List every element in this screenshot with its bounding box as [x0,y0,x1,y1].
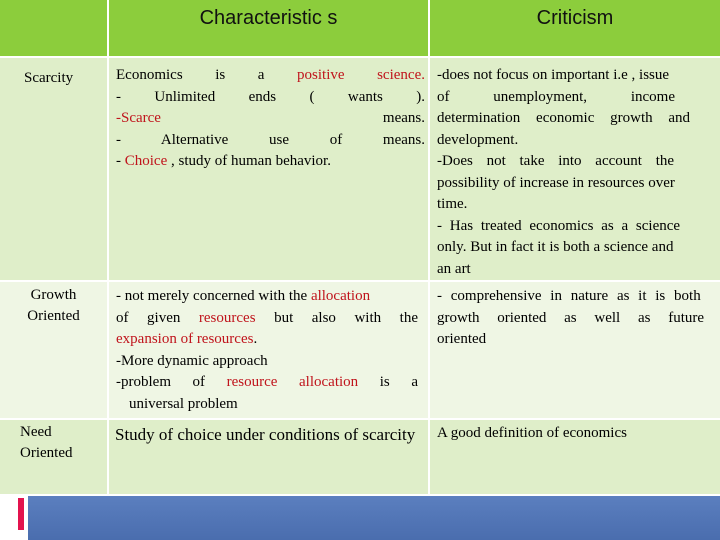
text-line: only. But in fact it is both a science and [437,239,674,255]
header-criticism: Criticism [430,0,720,56]
text-line: growth oriented as well as future [437,309,705,326]
text-line: -Scarce means. [116,110,425,126]
text-line: of unemployment, income [437,88,675,105]
text-line: development. [437,131,519,148]
text-line: -does not focus on important i.e , issue [437,67,670,83]
text-line: -problem of resource allocation is a [116,374,418,390]
scarcity-criticism [430,58,720,280]
header-cell-empty [0,0,107,56]
text-line: expansion of resources. [116,331,258,347]
text-line: time. [437,196,468,212]
text-line: - Choice , study of human behavior. [116,153,331,169]
text-line: universal problem [129,395,238,412]
footer-bar [28,496,720,540]
text-line: an art [437,260,471,277]
header-characteristics: Characteristic s [109,0,428,56]
need-characteristics: Study of choice under conditions of scarcity [109,420,428,494]
text-line: - comprehensive in nature as it is both [437,288,701,304]
text-line: -More dynamic approach [116,352,268,369]
slide-accent-mark [18,498,24,530]
text-line: determination economic growth and [437,110,691,126]
text-line: oriented [437,331,487,347]
text-line: - not merely concerned with the allocation [116,288,371,304]
text-line: -Does not take into account the [437,153,675,169]
text-line: - Has treated economics as a science [437,217,681,234]
text-line: Economics is a positive science. [116,67,425,83]
need-criticism: A good definition of economics [430,420,720,494]
row-label-growth-oriented: Growth Oriented [0,282,107,418]
text-line: possibility of increase in resources over [437,174,675,191]
row-label-scarcity: Scarcity [0,58,107,280]
row-label-need-oriented: Need Oriented [0,420,107,494]
text-line: of given resources but also with the [116,309,418,326]
growth-characteristics [109,282,428,418]
growth-criticism [430,282,720,418]
scarcity-characteristics [109,58,428,280]
text-line: - Unlimited ends ( wants ). [116,88,425,105]
text-line: - Alternative use of means. [116,131,425,148]
